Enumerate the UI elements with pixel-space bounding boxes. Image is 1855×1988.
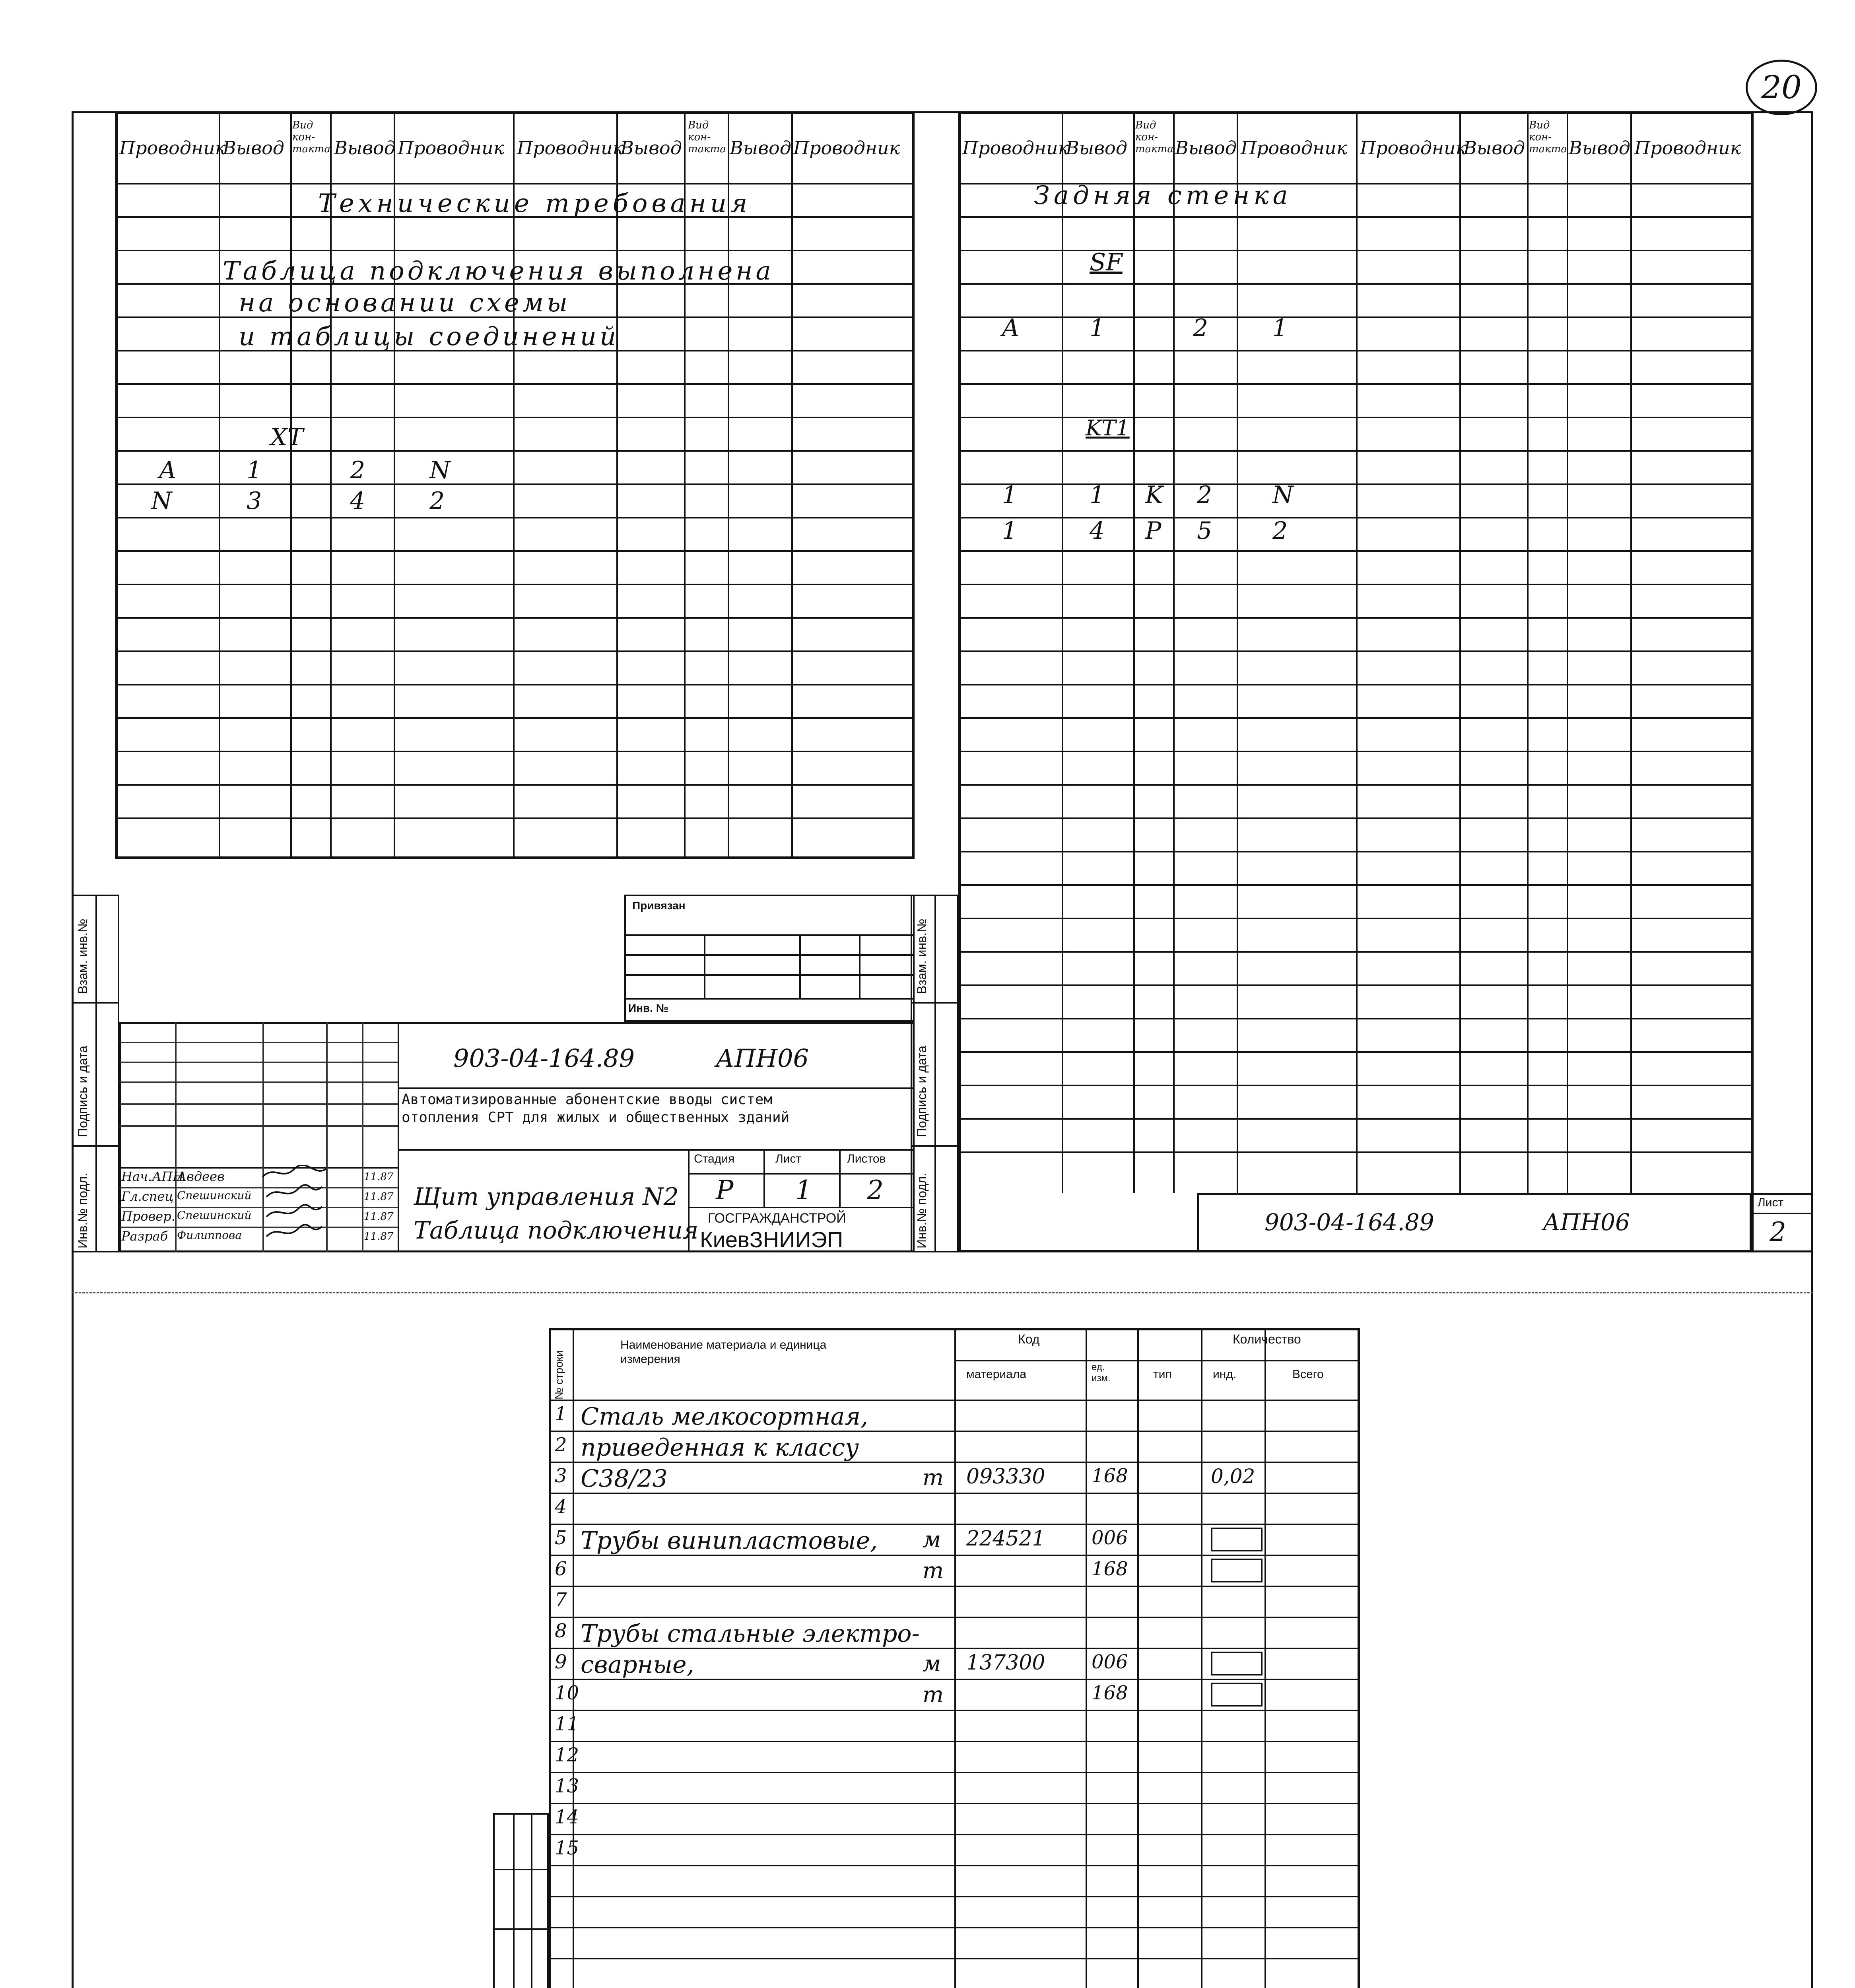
- grid-line: [1133, 111, 1135, 1193]
- grid-line: [549, 1431, 1360, 1432]
- grid-line: [954, 1360, 1360, 1361]
- grid-line: [1265, 1328, 1266, 1988]
- unit-code: 168: [1092, 1465, 1128, 1487]
- grid-line: [958, 450, 1754, 452]
- grid-line: [549, 1865, 1360, 1866]
- material-code: 224521: [966, 1527, 1045, 1551]
- row-number: 13: [555, 1775, 579, 1797]
- grid-line: [219, 111, 220, 859]
- tr-side-label-3: Инв.№ подл.: [915, 1173, 929, 1248]
- grid-line: [549, 1741, 1360, 1742]
- unit-code: 006: [1092, 1651, 1128, 1673]
- grid-line: [115, 417, 915, 418]
- tr-h-output-4: Вывод: [1569, 137, 1630, 159]
- qty-box: [1211, 1652, 1263, 1675]
- tl-h-output-4: Вывод: [730, 137, 791, 159]
- tr-r2-c1: 1: [1002, 517, 1018, 545]
- grid-line: [1201, 1328, 1202, 1988]
- tr-r2-c3: P: [1145, 517, 1162, 545]
- row-number: 6: [555, 1558, 567, 1580]
- stamp1-role-1: Нач.АПН: [121, 1169, 184, 1184]
- tr-h-conductor-3: Проводник: [1360, 137, 1467, 159]
- tl-r2-c4: 2: [429, 487, 445, 515]
- grid-line: [958, 617, 1754, 619]
- stamp1-doc-suffix: АПН06: [716, 1044, 809, 1073]
- grid-line: [573, 1328, 574, 1988]
- row-number: 14: [555, 1806, 579, 1828]
- grid-line: [549, 1803, 1360, 1804]
- sheet-divider: [72, 1292, 1813, 1293]
- stamp1-drawing-line2: Таблица подключения: [414, 1217, 699, 1244]
- tr-sf-c3: 2: [1193, 314, 1208, 342]
- stamp1-privyazan: Привязан: [632, 899, 686, 912]
- tr-sf-c4: 1: [1272, 314, 1288, 342]
- grid-line: [958, 584, 1754, 585]
- tr-sheet-no: 2: [1770, 1217, 1786, 1247]
- row-number: 15: [555, 1837, 579, 1859]
- stamp1-doc-code: 903-04-164.89: [453, 1044, 635, 1073]
- material-name: Сталь мелкосортная,: [581, 1403, 868, 1431]
- grid-line: [1086, 1328, 1087, 1988]
- grid-line: [549, 1679, 1360, 1680]
- stamp1-role-4: Разраб: [121, 1229, 168, 1244]
- grid-line: [1527, 111, 1529, 1193]
- grid-line: [958, 316, 1754, 318]
- qty-box: [1211, 1528, 1263, 1551]
- stamp1-name-2: Спешинский: [177, 1189, 252, 1202]
- grid-line: [115, 483, 915, 485]
- grid-line: [958, 817, 1754, 819]
- grid-line: [958, 884, 1754, 886]
- grid-line: [958, 951, 1754, 953]
- grid-line: [115, 817, 915, 819]
- grid-line: [1062, 111, 1063, 1193]
- tr-r2-c5: 2: [1272, 517, 1288, 545]
- stamp1-date-2: 11.87: [364, 1191, 394, 1203]
- tr-side-label-2: Подпись и дата: [915, 1045, 929, 1137]
- grid-line: [115, 650, 915, 652]
- top-left-table: [115, 111, 915, 859]
- grid-line: [549, 1524, 1360, 1525]
- tr-r2-c4: 5: [1197, 517, 1212, 545]
- tr-sf-c1: A: [1002, 314, 1020, 342]
- grid-line: [549, 1462, 1360, 1463]
- material-code: 093330: [966, 1465, 1045, 1489]
- tl-h-conductor-1: Проводник: [119, 137, 226, 159]
- grid-line: [728, 111, 729, 859]
- unit-letter: т: [923, 1558, 944, 1584]
- row-number: 9: [555, 1651, 567, 1673]
- grid-line: [958, 483, 1754, 485]
- grid-line: [958, 1085, 1754, 1086]
- grid-line: [958, 918, 1754, 919]
- grid-line: [513, 111, 515, 859]
- tr-h-output-3: Вывод: [1463, 137, 1525, 159]
- stamp1-sheets: 2: [867, 1175, 884, 1206]
- grid-line: [958, 1118, 1754, 1120]
- row-number: 12: [555, 1744, 579, 1766]
- grid-line: [115, 517, 915, 518]
- grid-line: [1356, 111, 1358, 1193]
- tr-sheet-label: Лист: [1758, 1196, 1784, 1209]
- material-name: сварные,: [581, 1651, 694, 1679]
- bt-side-strip: [493, 1813, 549, 1988]
- grid-line: [290, 111, 292, 859]
- tr-r1-c4: 2: [1197, 481, 1212, 509]
- grid-line: [330, 111, 332, 859]
- tl-note-3: на основании схемы: [239, 288, 571, 318]
- tr-h-conductor-4: Проводник: [1634, 137, 1741, 159]
- tr-h-output-1: Вывод: [1066, 137, 1127, 159]
- qty-box: [1211, 1683, 1263, 1706]
- stamp1-sheet: 1: [795, 1175, 812, 1206]
- material-code: 137300: [966, 1651, 1045, 1675]
- stamp1-stage-label: Стадия: [694, 1152, 735, 1165]
- unit-letter: м: [923, 1651, 941, 1677]
- row-number: 5: [555, 1527, 567, 1549]
- bt-h-code: Код: [1018, 1332, 1040, 1346]
- tr-block-kt1: KT1: [1086, 415, 1130, 441]
- bt-h-typ: тип: [1153, 1368, 1172, 1381]
- grid-line: [958, 383, 1754, 385]
- unit-code: 006: [1092, 1527, 1128, 1549]
- grid-line: [549, 1400, 1360, 1401]
- tl-block-xt: XT: [270, 423, 303, 451]
- bt-h-row-no: № строки: [553, 1350, 565, 1400]
- row-number: 1: [555, 1403, 567, 1425]
- qty-individual: 0,02: [1211, 1465, 1255, 1488]
- stamp1-title-line1: Автоматизированные абонентские вводы систем: [402, 1091, 772, 1108]
- grid-line: [115, 183, 915, 184]
- bt-h-name: Наименование материала и единица измерения: [620, 1338, 827, 1366]
- grid-line: [958, 650, 1754, 652]
- tr-sf-c2: 1: [1090, 314, 1105, 342]
- grid-line: [958, 684, 1754, 685]
- grid-line: [549, 1927, 1360, 1928]
- grid-line: [115, 857, 915, 858]
- row-number: 4: [555, 1496, 567, 1518]
- tr-h-output-2: Вывод: [1175, 137, 1237, 159]
- stamp1-side-label-3: Инв.№ подл.: [76, 1173, 90, 1248]
- grid-line: [549, 1617, 1360, 1618]
- grid-line: [115, 584, 915, 585]
- tr-h-contact-2: Вид кон-такта: [1529, 119, 1567, 155]
- grid-line: [115, 717, 915, 719]
- qty-box: [1211, 1559, 1263, 1582]
- grid-line: [958, 984, 1754, 986]
- tl-r2-c3: 4: [350, 487, 365, 515]
- grid-line: [549, 1648, 1360, 1649]
- stamp1-org1: ГОСГРАЖДАНСТРОЙ: [708, 1211, 846, 1226]
- tl-h-conductor-4: Проводник: [793, 137, 900, 159]
- grid-line: [549, 1772, 1360, 1773]
- grid-line: [115, 751, 915, 752]
- stamp1-date-1: 11.87: [364, 1171, 394, 1183]
- grid-line: [958, 517, 1754, 518]
- grid-line: [549, 1896, 1360, 1897]
- tr-doc-code: 903-04-164.89: [1265, 1209, 1434, 1236]
- grid-line: [115, 383, 915, 385]
- unit-code: 168: [1092, 1558, 1128, 1580]
- stamp1-sheets-label: Листов: [847, 1152, 886, 1165]
- grid-line: [1459, 111, 1461, 1193]
- stamp1-side-label-2: Подпись и дата: [76, 1045, 90, 1137]
- tr-r1-c1: 1: [1002, 481, 1018, 509]
- grid-line: [549, 1958, 1360, 1959]
- grid-line: [1630, 111, 1632, 1193]
- material-name: приведенная к классу: [581, 1434, 859, 1462]
- tl-r1-c1: A: [159, 456, 177, 484]
- row-number: 3: [555, 1465, 567, 1487]
- row-number: 11: [555, 1713, 579, 1735]
- stamp1-sheet-label: Лист: [775, 1152, 802, 1165]
- row-number: 8: [555, 1620, 567, 1642]
- grid-line: [1567, 111, 1568, 1193]
- grid-line: [549, 1586, 1360, 1587]
- row-number: 10: [555, 1682, 579, 1704]
- tr-section: Задняя стенка: [1034, 181, 1292, 210]
- tl-note-1: Технические требования: [318, 189, 752, 218]
- grid-line: [958, 417, 1754, 418]
- stamp1-date-3: 11.87: [364, 1211, 394, 1223]
- bt-h-unit: ед. изм.: [1092, 1362, 1111, 1384]
- grid-line: [958, 717, 1754, 719]
- grid-line: [616, 111, 618, 859]
- grid-line: [549, 1834, 1360, 1835]
- bt-h-qty: Количество: [1233, 1332, 1301, 1346]
- grid-line: [549, 1493, 1360, 1494]
- tr-side-label-1: Взам. инв.№: [915, 918, 929, 994]
- tl-r2-c2: 3: [247, 487, 262, 515]
- grid-line: [115, 450, 915, 452]
- stamp1-role-2: Гл.спец: [121, 1189, 174, 1204]
- stamp1-name-3: Спешинский: [177, 1209, 252, 1222]
- stamp1-role-3: Провер.: [121, 1209, 175, 1224]
- tr-h-contact-1: Вид кон-такта: [1135, 119, 1173, 155]
- row-number: 2: [555, 1434, 567, 1456]
- grid-line: [115, 550, 915, 552]
- grid-line: [954, 1328, 956, 1988]
- tl-note-2: Таблица подключения выполнена: [223, 256, 774, 286]
- sheet-number: 20: [1746, 60, 1817, 115]
- tr-h-conductor-2: Проводник: [1241, 137, 1348, 159]
- tr-doc-suffix: АПН06: [1543, 1209, 1630, 1236]
- grid-line: [394, 111, 395, 859]
- row-number: 7: [555, 1589, 567, 1611]
- grid-line: [115, 250, 915, 251]
- bt-h-total: Всего: [1292, 1368, 1324, 1381]
- tl-h-output-1: Вывод: [223, 137, 284, 159]
- tl-h-conductor-2: Проводник: [398, 137, 505, 159]
- stamp1-name-4: Филиппова: [177, 1229, 242, 1242]
- grid-line: [958, 1051, 1754, 1053]
- grid-line: [1173, 111, 1175, 1193]
- material-name: Трубы винипластовые,: [581, 1527, 878, 1555]
- grid-line: [115, 784, 915, 786]
- stamp1-stage: Р: [716, 1175, 734, 1206]
- grid-line: [791, 111, 793, 859]
- tl-r1-c3: 2: [350, 456, 365, 484]
- grid-line: [958, 751, 1754, 752]
- tl-r1-c2: 1: [247, 456, 262, 484]
- tl-r1-c4: N: [429, 456, 451, 484]
- grid-line: [958, 250, 1754, 251]
- material-name: С38/23: [581, 1465, 668, 1493]
- tr-r1-c3: K: [1145, 481, 1163, 509]
- tr-r2-c2: 4: [1090, 517, 1105, 545]
- tl-r2-c1: N: [151, 487, 172, 515]
- grid-line: [958, 283, 1754, 285]
- stamp1-org2: КиевЗНИИЭП: [700, 1227, 843, 1252]
- tr-r1-c5: N: [1272, 481, 1294, 509]
- tr-block-sf: SF: [1090, 248, 1123, 276]
- stamp1-drawing-line1: Щит управления N2: [414, 1183, 679, 1211]
- stamp1-name-1: Авдеев: [177, 1169, 225, 1184]
- tl-note-4: и таблицы соединений: [239, 322, 620, 351]
- grid-line: [958, 350, 1754, 351]
- tl-h-output-3: Вывод: [620, 137, 682, 159]
- grid-line: [958, 851, 1754, 852]
- bt-h-material: материала: [966, 1368, 1027, 1381]
- stamp1-title-line2: отопления СРТ для жилых и общественных зданий: [402, 1109, 790, 1126]
- grid-line: [958, 1018, 1754, 1019]
- tl-h-conductor-3: Проводник: [517, 137, 624, 159]
- stamp1-date-4: 11.87: [364, 1231, 394, 1242]
- unit-code: 168: [1092, 1682, 1128, 1704]
- unit-letter: м: [923, 1527, 941, 1553]
- grid-line: [549, 1555, 1360, 1556]
- tl-h-contact-2: Вид кон-такта: [688, 119, 726, 155]
- tl-h-output-2: Вывод: [334, 137, 396, 159]
- stamp1-inv: Инв. №: [628, 1002, 669, 1014]
- grid-line: [1137, 1328, 1139, 1988]
- unit-letter: т: [923, 1682, 944, 1708]
- grid-line: [958, 1151, 1754, 1153]
- material-name: Трубы стальные электро-: [581, 1620, 920, 1648]
- grid-line: [1237, 111, 1238, 1193]
- stamp1-side-label-1: Взам. инв.№: [76, 918, 90, 994]
- grid-line: [115, 684, 915, 685]
- grid-line: [958, 216, 1754, 218]
- tl-h-contact-1: Вид кон-такта: [292, 119, 330, 155]
- tr-r1-c2: 1: [1090, 481, 1105, 509]
- bt-h-ind: инд.: [1213, 1368, 1237, 1381]
- stamp1-signatures: [258, 1165, 362, 1252]
- grid-line: [958, 550, 1754, 552]
- grid-line: [684, 111, 686, 859]
- tr-h-conductor-1: Проводник: [962, 137, 1069, 159]
- unit-letter: т: [923, 1465, 944, 1491]
- grid-line: [958, 784, 1754, 786]
- grid-line: [549, 1710, 1360, 1711]
- grid-line: [115, 617, 915, 619]
